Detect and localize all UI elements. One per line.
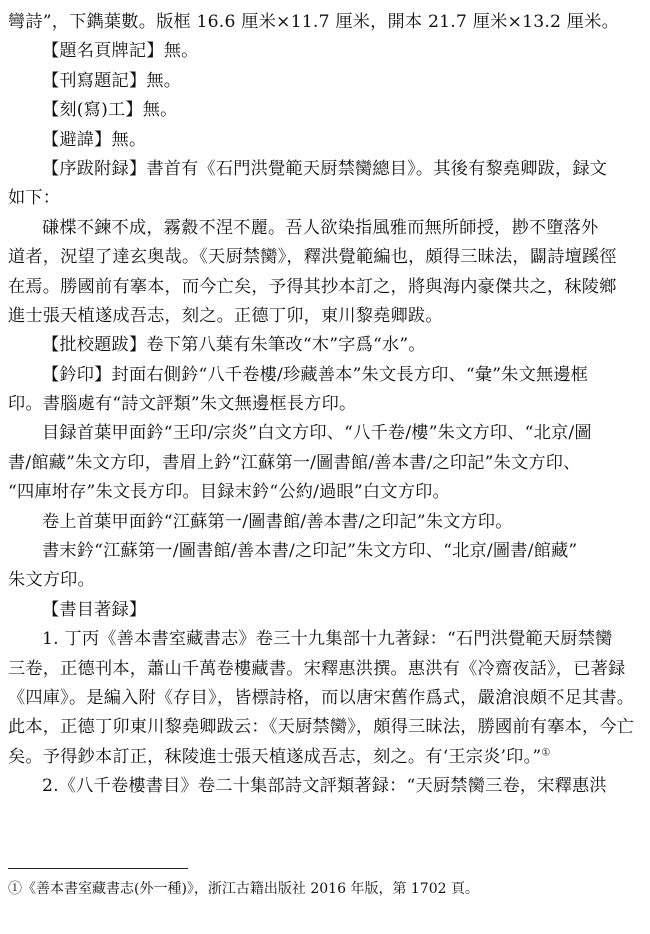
catalog-line-1: 1. 丁丙《善本書室藏書志》卷三十九集部十九著録：“石門洪覺範天厨禁臠: [42, 629, 613, 650]
quote-line-3: 在焉。勝國前有搴本，而今亡矣，予得其抄本訂之，將與海内豪傑共之，秣陵鄉: [8, 276, 617, 297]
text-line-1: 彎詩”，下鐫葉數。版框 16.6 厘米×11.7 厘米，開本 21.7 厘米×13.2 厘米。: [8, 12, 619, 32]
quote-line-4: 進士張天植遂成吾志，刻之。正德丁卯，東川黎堯卿跋。: [8, 305, 443, 326]
heading-annotations: 【批校題跋】卷下第八葉有朱筆改“木”字爲“水”。: [42, 335, 426, 356]
catalog-line-5-text: 矣。予得鈔本訂正，秣陵進士張天植遂成吾志，刻之。有‘王宗炎’印。”: [8, 746, 542, 767]
heading-catalog: 【書目著録】: [42, 599, 147, 620]
heading-carvers: 【刻(寫)工】無。: [42, 100, 178, 121]
seals-line-5: 書末鈐“江蘇第一/圖書館/善本書/之印記”朱文方印、“北京/圖書/館藏”: [42, 541, 578, 562]
seals-line-6: 朱文方印。: [8, 570, 95, 591]
footnote: ①《善本書室藏書志(外一種)》，浙江古籍出版社 2016 年版，第 1702 頁。: [8, 881, 479, 897]
seals-line-1: 目録首葉甲面鈐“王印/宗炎”白文方印、“八千卷/樓”朱文方印、“北京/圖: [42, 423, 592, 444]
footnote-divider: [8, 868, 188, 869]
text-line-7: 如下：: [8, 188, 61, 209]
catalog-line-3: 《四庫》。是編入附《存目》，皆標詩格，而以唐宋舊作爲式，嚴滄浪頗不足其書。: [8, 687, 635, 708]
catalog-line-2: 三卷，正德刊本，蕭山千萬卷樓藏書。宋釋惠洪撰。惠洪有《冷齋夜話》，已著録: [8, 658, 626, 679]
seals-line-4: 卷上首葉甲面鈐“江蘇第一/圖書館/善本書/之印記”朱文方印。: [42, 511, 513, 532]
document-body: [8, 8, 642, 802]
catalog-line-6: 2.《八千卷樓書目》卷二十集部詩文評類著録：“天厨禁臠三卷，宋釋惠洪: [42, 776, 607, 797]
quote-line-2: 道者，況望了達玄奥哉。《天厨禁臠》，釋洪覺範編也，頗得三昧法，闢詩壇蹊徑: [8, 247, 617, 268]
heading-title-page: 【題名頁牌記】無。: [42, 41, 199, 62]
seals-line-3: “四庫坿存”朱文長方印。目録末鈐“公約/過眼”白文方印。: [8, 482, 450, 503]
text-line-14: 印。書腦處有“詩文評類”朱文無邊框長方印。: [8, 394, 357, 415]
heading-taboo: 【避諱】無。: [42, 129, 147, 150]
quote-line-1: 磏楪不鍊不成，霧縠不涅不麗。吾人欲染指風雅而無所師授，尠不墮落外: [42, 217, 599, 238]
catalog-line-4: 此本，正德丁卯東川黎堯卿跋云：《天厨禁臠》，頗得三昧法，勝國前有搴本，今亡: [8, 717, 635, 738]
footnote-reference[interactable]: ①: [541, 747, 551, 759]
catalog-line-5: [8, 743, 642, 772]
heading-colophon: 【刊寫題記】無。: [42, 70, 182, 91]
heading-seals: 【鈐印】封面右側鈐“八千卷樓/珍藏善本”朱文長方印、“彙”朱文無邊框: [42, 364, 589, 385]
heading-prefaces: 【序跋附録】書首有《石門洪覺範天厨禁臠總目》。其後有黎堯卿跋，録文: [42, 158, 608, 179]
seals-line-2: 書/館藏”朱文方印，書眉上鈐“江蘇第一/圖書館/善本書/之印記”朱文方印、: [8, 452, 581, 473]
